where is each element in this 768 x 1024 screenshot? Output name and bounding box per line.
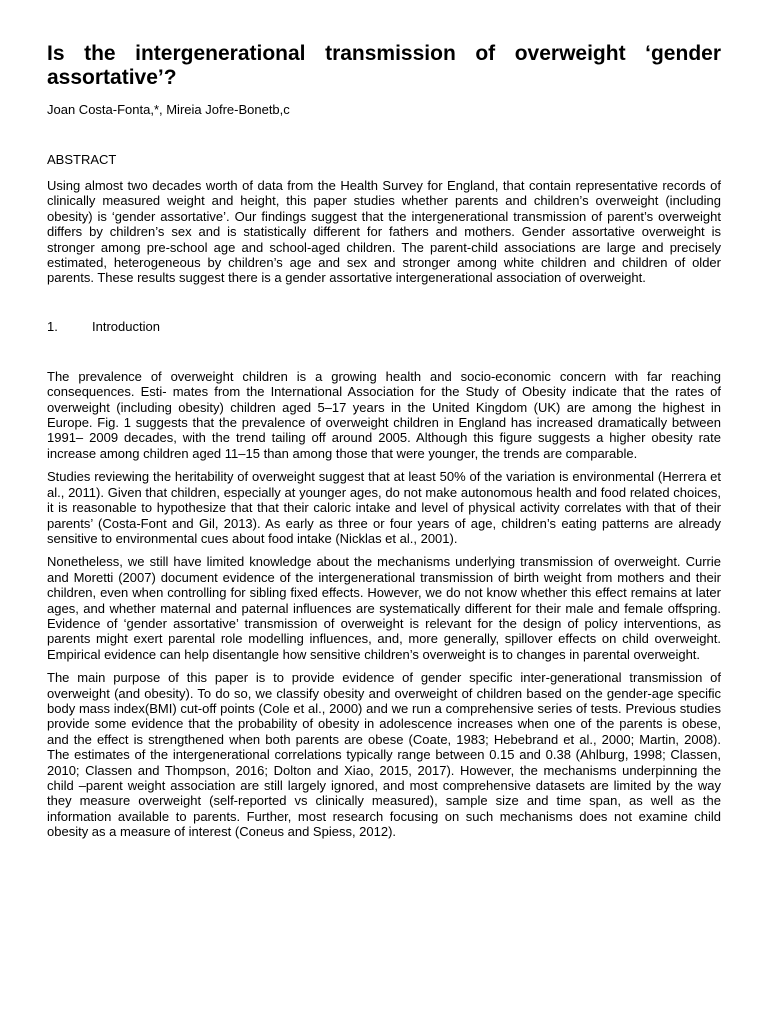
abstract-text: Using almost two decades worth of data from the Health Survey for England, that contain representative records of clinically measured weight and height, this paper studies whether parents and children’s overweight (including obesity) is ‘gender assortative’. Our findings suggest that the intergenerational transmission of parent’s overweight differs by children’s sex and is statistically different for fathers and mothers. Gender assortative overweight is stronger among pre-school age and school-aged children. The parent-child associations are large and precisely estimated, heterogeneous by children’s age and sex and stronger among white children and children of older parents. These results suggest there is a gender assortative intergenerational association of overweight. [47,178,721,286]
section-number: 1. [47,318,58,334]
body-paragraph: Studies reviewing the heritability of overweight suggest that at least 50% of the variation is environmental (Herrera et al., 2011). Given that children, especially at younger ages, do not make autonomous health and food related choices, it is reasonable to hypothesize that that their caloric intake and level of physical activity correlates with that of their parents’ (Costa-Font and Gil, 2013). As early as three or four years of age, children’s eating patterns are already sensitive to environmental cues about food intake (Nicklas et al., 2001). [47,469,721,546]
author-list: Joan Costa-Fonta,*, Mireia Jofre-Bonetb,c [47,102,290,117]
abstract-heading: ABSTRACT [47,152,117,167]
paper-title: Is the intergenerational transmission of overweight ‘gender assortative’? [47,42,721,89]
section-title: Introduction [92,318,160,334]
body-paragraph: The main purpose of this paper is to provide evidence of gender specific inter-generational transmission of overweight (and obesity). To do so, we classify obesity and overweight of children based on the gender-age specific body mass index(BMI) cut-off points (Cole et al., 2000) and we run a comprehensive series of tests. Previous studies provide some evidence that the probability of obesity in adolescence increases when one of the parents is obese, and the effect is strengthened when both parents are obese (Coate, 1983; Hebebrand et al., 2000; Martin, 2008). The estimates of the intergenerational correlations typically range between 0.15 and 0.38 (Ahlburg, 1998; Classen, 2010; Classen and Thompson, 2016; Dolton and Xiao, 2015, 2017). However, the mechanisms underpinning the child –parent weight association are still largely ignored, and most comprehensive datasets are limited by the way they measure overweight (self-reported vs clinically measured), sample size and time span, as well as the information available to parents. Further, most research focusing on such mechanisms does not examine child obesity as a measure of interest (Coneus and Spiess, 2012). [47,670,721,840]
section-heading-introduction [47,319,721,335]
body-paragraph: The prevalence of overweight children is a growing health and socio-economic concern with far reaching consequences. Esti- mates from the International Association for the Study of Obesity indicate that the rates of overweight (including obesity) children aged 5–17 years in the United Kingdom (UK) are among the highest in Europe. Fig. 1 suggests that the prevalence of overweight children in England has increased dramatically between 1991– 2009 decades, with the trend tailing off around 2005. Although this figure suggests a higher obesity rate increase among children aged 11–15 than among those that were younger, the trends are comparable. [47,368,721,461]
body-paragraph: Nonetheless, we still have limited knowledge about the mechanisms underlying transmission of overweight. Currie and Moretti (2007) document evidence of the intergenerational transmission of birth weight from mothers and their children, even when controlling for sibling fixed effects. However, we do not know whether this effect remains at later ages, and whether maternal and paternal influences are systematically different for their male and female offspring. Evidence of ‘gender assortative’ transmission of overweight is relevant for the design of policy interventions, as parents might exert parental role modelling influences, and, more generally, spillover effects on child overweight. Empirical evidence can help disentangle how sensitive children’s overweight is to changes in parental overweight. [47,554,721,662]
